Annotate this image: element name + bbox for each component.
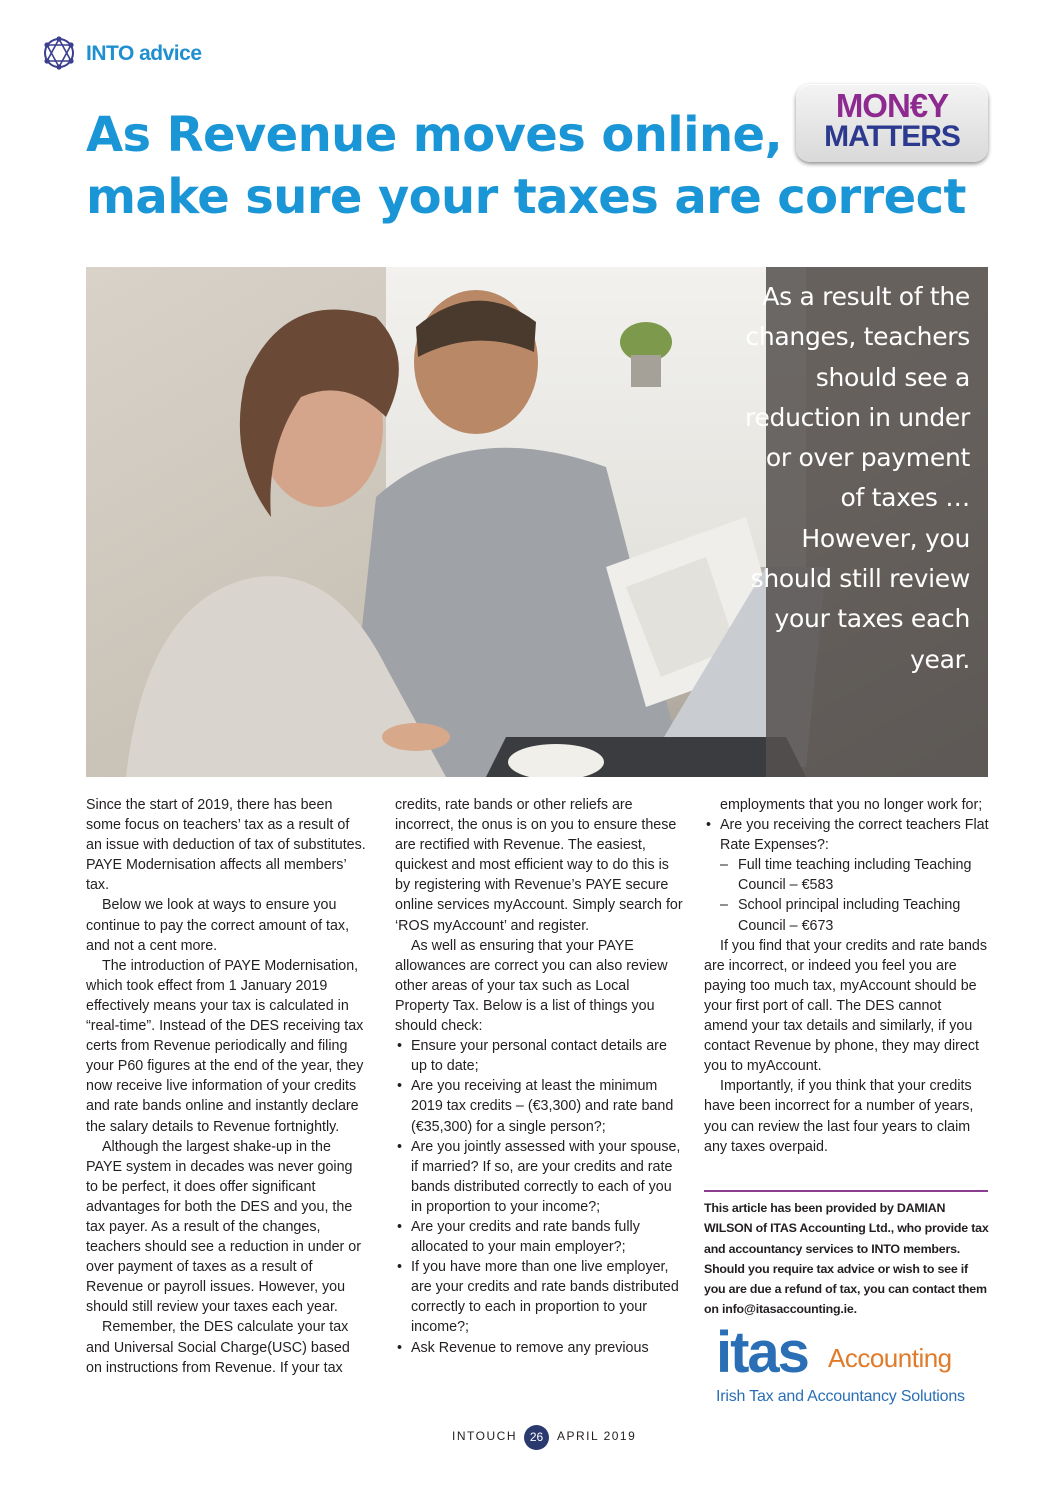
article-column-1 [86,795,366,1378]
section-label: INTO advice [86,42,202,65]
paragraph: Although the largest shake-up in the PAYE system in decades was never going to be perfect, it does offer significant advantages for both the DES and you, the tax payer. As a result of the changes, teachers should see a reduction in under or over payment of taxes as a result of Revenue or payroll issues. However, you should still review your taxes each year. [86,1138,361,1316]
badge-line-1: MON€Y [835,87,949,124]
checklist [704,815,989,855]
list-item: • If you have more than one live employer, are your credits and rate bands distributed correctly to each in proportion to your income?; [395,1257,685,1337]
logo-accent: Accounting [828,1343,952,1373]
publication-name: INTOUCH [452,1429,517,1443]
article-column-3 [704,795,989,1157]
pull-quote: As a result of the changes, teachers should see a reduction in under or over payment of taxes … However, you should still review your taxes each year. [745,282,970,674]
badge-line-2: MATTERS [824,120,960,153]
page-footer [0,1425,1058,1451]
headline-line-2: make sure your taxes are correct [86,169,966,225]
issue-date: APRIL 2019 [557,1429,637,1443]
paragraph: Since the start of 2019, there has been some focus on teachers’ tax as a result of an issue with deduction of tax of substitutes. PAYE Modernisation affects all members’ tax. [86,797,366,894]
paragraph: If you find that your credits and rate bands are incorrect, or indeed you feel you are paying too much tax, myAccount should be your first port of call. The DES cannot amend your tax details and similarly, if you contact Revenue by phone, they may direct you to myAccount. [704,937,988,1075]
paragraph: Importantly, if you think that your credits have been incorrect for a number of years, you can review the last four years to claim any taxes overpaid. [704,1078,974,1155]
itas-logo [716,1320,965,1414]
logo-tagline: Irish Tax and Accountancy Solutions [716,1388,965,1405]
author-credit: This article has been provided by DAMIAN WILSON of ITAS Accounting Ltd., who provide tax and accountancy services to INTO members. Should you require tax advice or wish to see if you are due a refund of tax, you can contact them on info@itasaccounting.ie. [704,1201,989,1317]
page-number: 26 [524,1425,549,1450]
into-logo-icon [40,34,78,72]
list-item: • Are you receiving the correct teachers Flat Rate Expenses?: [704,815,989,855]
sub-list [704,855,989,935]
article-column-2 [395,795,685,1358]
paragraph: Remember, the DES calculate your tax and Universal Social Charge(USC) based on instructions from Revenue. If your tax [86,1319,350,1376]
money-matters-badge [796,84,988,162]
list-item: – School principal including Teaching Council – €673 [704,895,989,935]
paragraph: As well as ensuring that your PAYE allowances are correct you can also review other areas of your tax such as Local Property Tax. Below is a list of things you should check: [395,937,668,1035]
list-item: – Full time teaching including Teaching Council – €583 [704,855,989,895]
paragraph: credits, rate bands or other reliefs are incorrect, the onus is on you to ensure these are rectified with Revenue. The easiest, quickest and most efficient way to do this is by registering with Revenue’s PAYE secure online services myAccount. Simply search for ‘ROS myAccount’ and register. [395,797,683,934]
headline-line-1: As Revenue moves online, [86,107,783,163]
list-item-continuation: employments that you no longer work for; [720,797,983,813]
list-item: • Ensure your personal contact details are up to date; [395,1036,685,1076]
article-photo [86,267,988,777]
paragraph: Below we look at ways to ensure you continue to pay the correct amount of tax, and not a cent more. [86,897,350,954]
list-item: • Are your credits and rate bands fully allocated to your main employer?; [395,1217,685,1257]
list-item: • Are you receiving at least the minimum 2019 tax credits – (€3,300) and rate band (€35,300) for a single person?; [395,1076,685,1136]
logo-wordmark: itas [716,1320,808,1385]
list-item: • Ask Revenue to remove any previous [395,1338,685,1358]
paragraph: The introduction of PAYE Modernisation, which took effect from 1 January 2019 effectively means your tax is calculated in “real-time”. Instead of the DES receiving tax certs from Revenue periodically and filing your P60 figures at the end of the year, they now receive live information of your credits and rate bands online and instantly declare the salary details to Revenue fortnightly. [86,957,364,1135]
list-item: • Are you jointly assessed with your spouse, if married? If so, are your credits and rate bands distributed correctly to each of you in proportion to your income?; [395,1137,685,1217]
divider [704,1190,988,1192]
checklist [395,1036,685,1358]
